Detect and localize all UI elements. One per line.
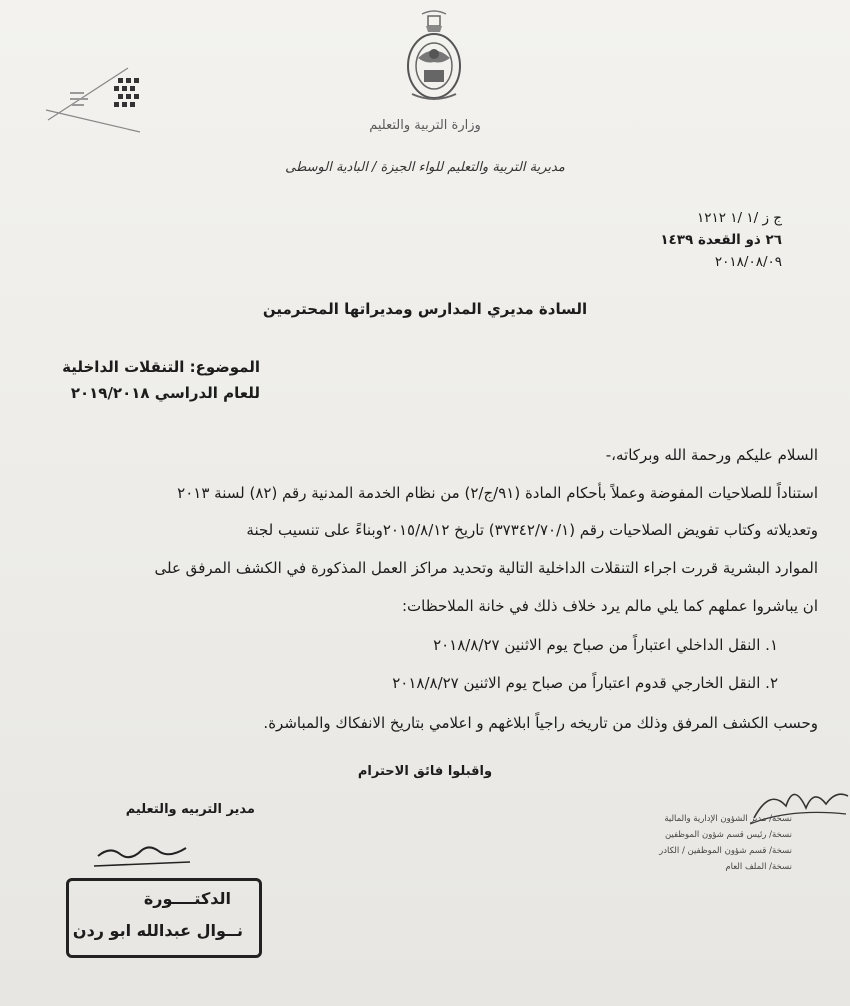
directorate-name: مديرية التربية والتعليم للواء الجيزة / البادية الوسطى [285,160,565,175]
recipients-line: السادة مديري المدارس ومديراتها المحترمين [262,300,588,318]
stamp-title: الدكتــــورة [143,889,231,908]
greeting: السلام عليكم ورحمة الله وبركاته،- [605,446,818,464]
ministry-name: وزارة التربية والتعليم [369,118,481,133]
cc-line-3: نسخة/ قسم شؤون الموظفين / الكادر [659,846,792,856]
hijri-date: ٢٦ ذو القعدة ١٤٣٩ [660,232,782,248]
closing-salutation: واقبلوا فائق الاحترام [357,764,493,779]
subject-year: للعام الدراسي ٢٠١٩/٢٠١٨ [70,384,260,402]
list-item-1: ١. النقل الداخلي اعتباراً من صباح يوم الاثنين ٢٠١٨/٨/٢٧ [433,636,778,654]
cc-line-1: نسخة/ مدير الشؤون الإدارية والمالية [664,814,792,824]
body-line-2: وتعديلاته وكتاب تفويض الصلاحيات رقم (٣٧٣٤٢/٧٠/١) تاريخ ٢٠١٥/٨/١٢وبناءً على تنسيب لجنة [246,521,818,539]
crest-icon [398,8,470,108]
body-line-3: الموارد البشرية قررت اجراء التنقلات الداخلية التالية وتحديد مراكز العمل المذكورة في الكشف المرفق على [154,559,818,577]
gregorian-date: ٢٠١٨/٠٨/٠٩ [714,254,782,270]
subject-line: الموضوع: التنقلات الداخلية [62,358,260,376]
body-closing-line: وحسب الكشف المرفق وذلك من تاريخه راجياً ابلاغهم و اعلامي بتاريخ الانفكاك والمباشرة. [263,714,818,732]
signature-stamp [66,878,262,958]
reference-number: ج ز /١ /١ ١٢١٢ [696,210,782,226]
cc-line-4: نسخة/ الملف العام [725,862,792,872]
body-line-1: استناداً للصلاحيات المفوضة وعملاً بأحكام المادة (٩١/ج/٢) من نظام الخدمة المدنية رقم (٨٢) لسنة ٢٠١٣ [177,484,818,502]
body-line-4: ان يباشروا عملهم كما يلي مالم يرد خلاف ذلك في خانة الملاحظات: [401,597,818,615]
cc-line-2: نسخة/ رئيس قسم شؤون الموظفين [664,830,792,840]
stamp-name: نــوال عبدالله ابو ردن [72,921,243,940]
signature-mark [90,836,200,876]
list-item-2: ٢. النقل الخارجي قدوم اعتباراً من صباح يوم الاثنين ٢٠١٨/٨/٢٧ [392,674,778,692]
signer-title: مدير التربيه والتعليم [125,802,255,817]
